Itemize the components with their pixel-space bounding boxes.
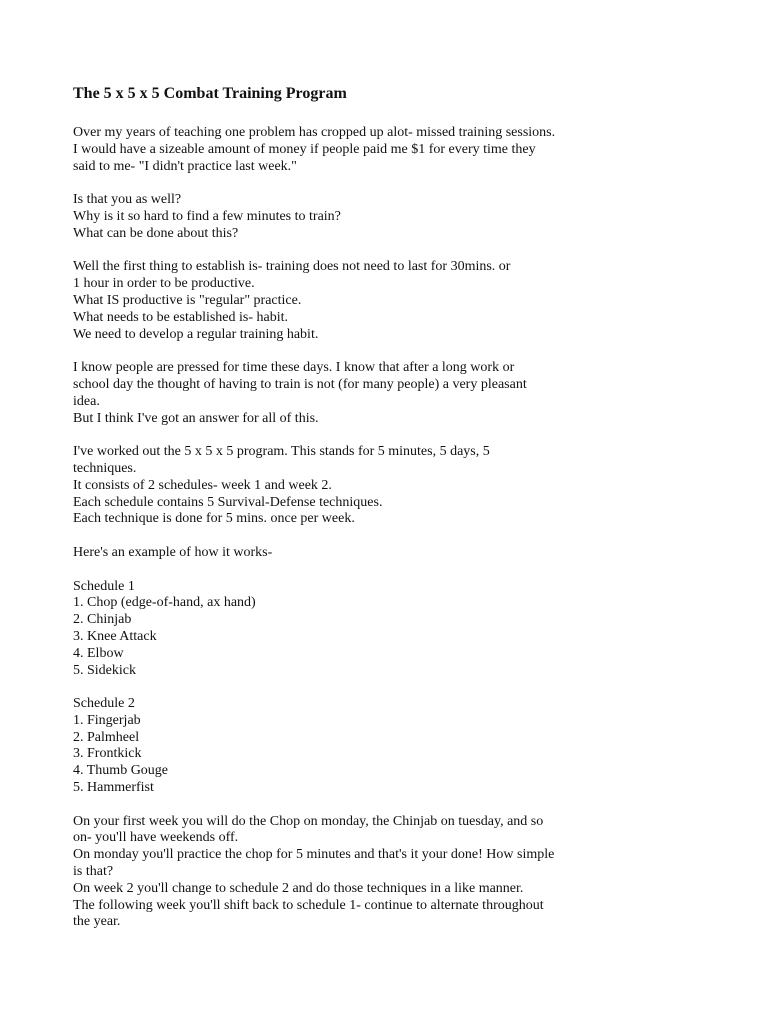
text-line: techniques. (73, 460, 137, 476)
text-line: I know people are pressed for time these days. I know that after a long work or (73, 360, 515, 376)
paragraph-intro (73, 125, 753, 175)
text-line: We need to develop a regular training habit. (73, 326, 319, 342)
schedule-1-list (73, 579, 753, 680)
text-line: On your first week you will do the Chop on monday, the Chinjab on tuesday, and so (73, 813, 544, 829)
text-line: 1 hour in order to be productive. (73, 276, 255, 292)
text-line: is that? (73, 864, 114, 880)
list-item: 3. Frontkick (73, 746, 142, 762)
text-line: What can be done about this? (73, 225, 239, 241)
schedule-2-list (73, 696, 753, 797)
text-line: I've worked out the 5 x 5 x 5 program. This stands for 5 minutes, 5 days, 5 (73, 444, 490, 460)
text-line: Is that you as well? (73, 192, 182, 208)
text-line: Each technique is done for 5 mins. once per week. (73, 511, 355, 527)
text-line: Each schedule contains 5 Survival-Defense techniques. (73, 494, 383, 510)
text-line: Over my years of teaching one problem has cropped up alot- missed training sessions. (73, 125, 556, 140)
paragraph-habit (73, 259, 753, 343)
list-item: 1. Fingerjab (73, 712, 141, 728)
paragraph-instructions (73, 814, 753, 932)
text-line: Here's an example of how it works- (73, 544, 273, 560)
document-title: The 5 x 5 x 5 Combat Training Program (73, 85, 347, 102)
text-line: I would have a sizeable amount of money if people paid me $1 for every time they (73, 141, 536, 157)
text-line: school day the thought of having to train is not (for many people) a very pleasant (73, 376, 527, 392)
text-line: The following week you'll shift back to schedule 1- continue to alternate throughout (73, 897, 544, 913)
text-line: said to me- "I didn't practice last week." (73, 158, 297, 174)
text-line: on- you'll have weekends off. (73, 830, 239, 846)
text-line: But I think I've got an answer for all of this. (73, 410, 319, 426)
schedule-heading: Schedule 1 (73, 578, 135, 594)
list-item: 3. Knee Attack (73, 628, 157, 644)
document-page (73, 84, 753, 948)
text-line: Well the first thing to establish is- training does not need to last for 30mins. or (73, 259, 511, 275)
paragraph-example (73, 545, 753, 562)
text-line: What needs to be established is- habit. (73, 309, 288, 325)
list-item: 2. Chinjab (73, 612, 132, 628)
list-item: 4. Elbow (73, 645, 124, 661)
text-line: idea. (73, 393, 100, 409)
list-item: 1. Chop (edge-of-hand, ax hand) (73, 595, 256, 611)
text-line: the year. (73, 914, 121, 930)
list-item: 2. Palmheel (73, 729, 140, 745)
list-item: 5. Sidekick (73, 662, 136, 678)
text-line: On week 2 you'll change to schedule 2 and do those techniques in a like manner. (73, 880, 524, 896)
text-line: What IS productive is "regular" practice. (73, 292, 302, 308)
schedule-heading: Schedule 2 (73, 696, 135, 712)
list-item: 4. Thumb Gouge (73, 763, 169, 779)
paragraph-questions (73, 192, 753, 242)
list-item: 5. Hammerfist (73, 780, 154, 796)
text-line: Why is it so hard to find a few minutes to train? (73, 208, 341, 224)
text-line: It consists of 2 schedules- week 1 and week 2. (73, 477, 332, 493)
paragraph-program (73, 444, 753, 528)
text-line: On monday you'll practice the chop for 5 minutes and that's it your done! How simple (73, 847, 555, 863)
paragraph-time (73, 360, 753, 427)
